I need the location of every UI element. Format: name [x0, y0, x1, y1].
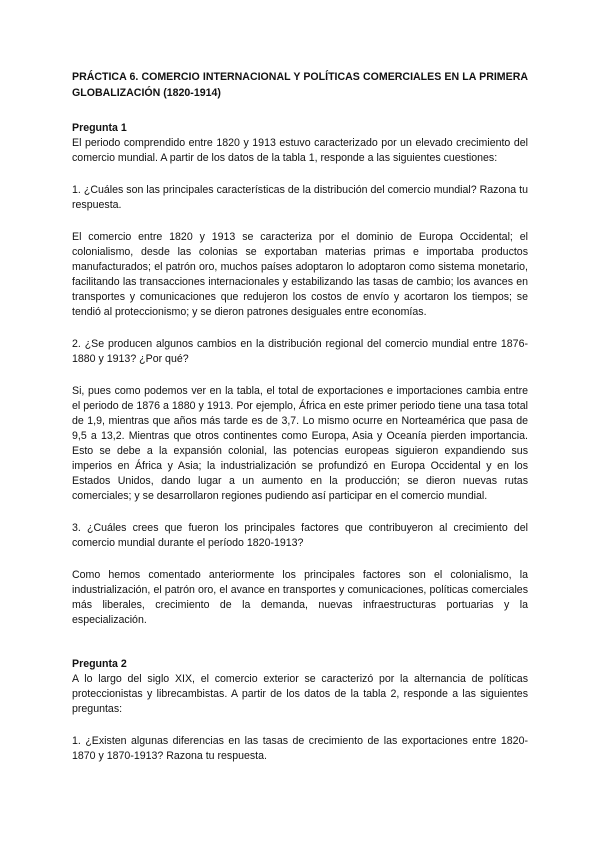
section-1-question-1: 1. ¿Cuáles son las principales características de la distribución del comercio mundial? Razona tu respuesta. [72, 184, 528, 211]
section-1-answer-3: Como hemos comentado anteriormente los principales factores son el colonialismo, la industrialización, el patrón oro, el avance en transportes y comunicaciones, políticas comerciales más liberales, crecimiento de la demanda, nuevas infraestructuras portuarias y la especialización. [72, 569, 528, 626]
section-1-answer-2: Si, pues como podemos ver en la tabla, el total de exportaciones e importaciones cambia entre el periodo de 1876 a 1880 y 1913. Por ejemplo, África en este primer periodo tiene una tasa total de 1,9, mientras que años más tarde es de 3,7. Lo mismo ocurre en Norteamérica que pasa de 9,5 a 13,2. Mientras que otros continentes como Europa, Asia y Oceanía pierden importancia. Esto se debe a la expansión colonial, las potencias europeas siguieron expandiendo sus imperios en África y Asia; la industrialización se profundizó en Europa Occidental y en los Estados Unidos, dando lugar a un aumento en la producción; se dieron nuevas rutas comerciales; y se desarrollaron regiones pudiendo así participar en el comercio mundial. [72, 385, 528, 502]
section-heading-pregunta-2: Pregunta 2 [72, 658, 127, 670]
document-body [72, 70, 528, 781]
section-1-answer-1: El comercio entre 1820 y 1913 se caracteriza por el dominio de Europa Occidental; el colonialismo, desde las colonias se exportaban materias primas e importaba productos manufacturados; el patrón oro, muchos países adoptaron lo adoptaron como sistema monetario, facilitando las transacciones internacionales y estabilizando las tasas de cambio; los avances en transportes y comunicaciones que redujeron los costos de envío y acortaron los tiempos; se tendió al proteccionismo; y se dieron patrones desiguales entre economías. [72, 231, 528, 318]
section-spacer [72, 645, 528, 657]
document-title: PRÁCTICA 6. COMERCIO INTERNACIONAL Y POLÍTICAS COMERCIALES EN LA PRIMERA GLOBALIZACIÓN (1820-1914) [72, 71, 528, 99]
section-heading-pregunta-1: Pregunta 1 [72, 122, 127, 134]
section-1-question-2: 2. ¿Se producen algunos cambios en la distribución regional del comercio mundial entre 1876-1880 y 1913? ¿Por qué? [72, 338, 528, 365]
section-2-question-1: 1. ¿Existen algunas diferencias en las tasas de crecimiento de las exportaciones entre 1820-1870 y 1870-1913? Razona tu respuesta. [72, 735, 528, 762]
section-1-question-3: 3. ¿Cuáles crees que fueron los principales factores que contribuyeron al crecimiento del comercio mundial durante el período 1820-1913? [72, 522, 528, 549]
section-2-intro: A lo largo del siglo XIX, el comercio exterior se caracterizó por la alternancia de políticas proteccionistas y librecambistas. A partir de los datos de la tabla 2, responde a las siguientes preguntas: [72, 673, 528, 715]
section-1-intro: El periodo comprendido entre 1820 y 1913 estuvo caracterizado por un elevado crecimiento del comercio mundial. A partir de los datos de la tabla 1, responde a las siguientes cuestiones: [72, 137, 528, 164]
